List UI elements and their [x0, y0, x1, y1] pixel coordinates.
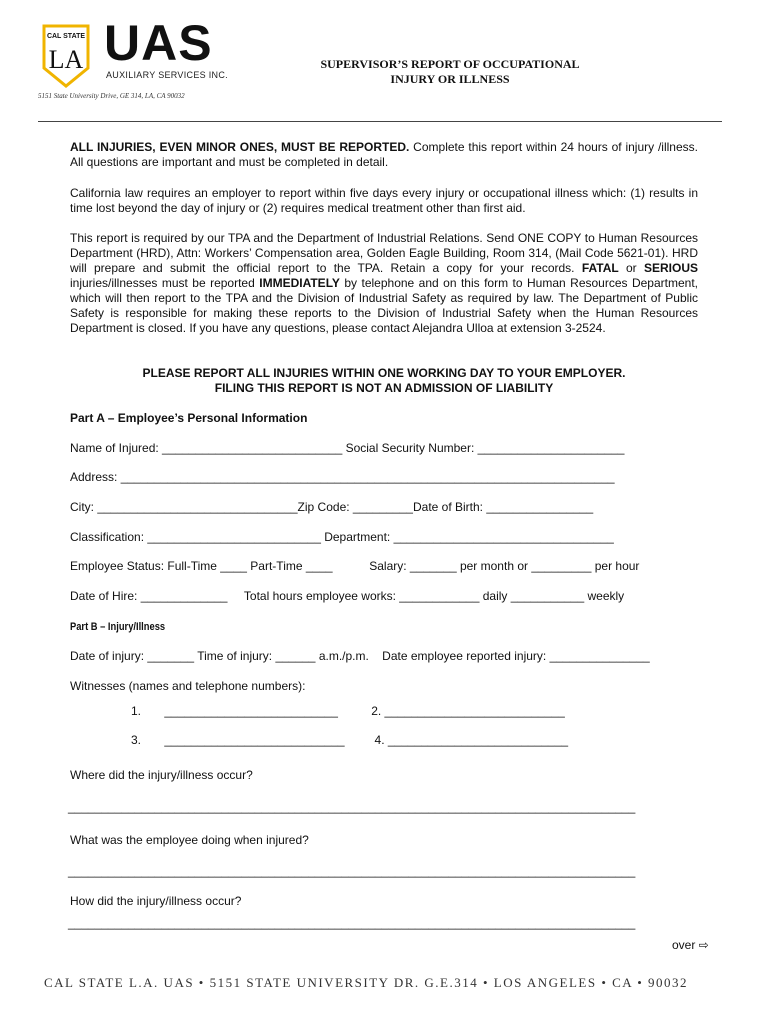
- title-line-2: INJURY OR ILLNESS: [390, 72, 510, 86]
- intro-paragraph-1: [70, 140, 698, 170]
- notice-line-1: PLEASE REPORT ALL INJURIES WITHIN ONE WORKING DAY TO YOUR EMPLOYER.: [142, 366, 626, 380]
- employee-status-salary-field[interactable]: Employee Status: Full-Time ____ Part-Time ____ Salary: _______ per month or _________ per hour: [70, 559, 640, 573]
- intro-p3-or: or: [618, 261, 644, 275]
- witness-row-2[interactable]: 3. ___________________________ 4. ___________________________: [131, 733, 569, 747]
- how-question: How did the injury/illness occur?: [70, 894, 242, 908]
- intro-p1-bold: ALL INJURIES, EVEN MINOR ONES, MUST BE REPORTED.: [70, 140, 410, 154]
- name-of-injured-field[interactable]: Name of Injured: ___________________________ Social Security Number: ______________________: [70, 441, 625, 455]
- header-address: 5151 State University Drive, GE 314, LA, CA 90032: [38, 92, 185, 100]
- intro-paragraph-2: California law requires an employer to report within five days every injury or occupational illness which: (1) results in time lost beyond the day of injury or (2) requires medical treatment other than first aid.: [70, 186, 698, 215]
- witness-row-1[interactable]: 1. __________________________ 2. ___________________________: [131, 704, 565, 718]
- intro-p1-rest: Complete this report within 24 hours of injury /illness. All questions are important and must be completed in detail.: [70, 140, 698, 169]
- intro-p3-b: injuries/illnesses must be reported: [70, 276, 260, 290]
- where-question: Where did the injury/illness occur?: [70, 768, 253, 782]
- date-of-hire-hours-field[interactable]: Date of Hire: _____________ Total hours employee works: ____________ daily ___________ weekly: [70, 589, 625, 603]
- doing-question: What was the employee doing when injured?: [70, 833, 309, 847]
- logo-sub-text: AUXILIARY SERVICES INC.: [106, 70, 228, 80]
- header-divider: [38, 121, 722, 122]
- notice-line-2: FILING THIS REPORT IS NOT AN ADMISSION OF LIABILITY: [214, 381, 554, 395]
- witnesses-label: Witnesses (names and telephone numbers):: [70, 679, 306, 693]
- intro-p3-c: by telephone and on this form to Human Resources Department, which will then report to the TPA and the Division of Industrial Safety as required by law. The Department of Public Safety is responsible for making these reports to the Division of Industrial Safety when the Human Resources Department is closed. If you have any questions, please contact Alejandra Ulloa at extension 3-2524.: [70, 276, 698, 335]
- form-title: [230, 57, 670, 87]
- logo-main-text: UAS: [104, 15, 213, 71]
- intro-p3-serious: SERIOUS: [644, 261, 699, 275]
- intro-paragraph-3: [70, 231, 698, 336]
- title-line-1: SUPERVISOR’S REPORT OF OCCUPATIONAL: [320, 57, 580, 71]
- footer-address: CAL STATE L.A. UAS • 5151 STATE UNIVERSITY DR. G.E.314 • LOS ANGELES • CA • 90032: [44, 975, 689, 990]
- classification-department-field[interactable]: Classification: __________________________ Department: _________________________________: [70, 530, 614, 544]
- logo-badge-letters: LA: [48, 45, 84, 74]
- date-time-injury-field[interactable]: Date of injury: _______ Time of injury: ______ a.m./p.m. Date employee reported injury: _______________: [70, 649, 650, 663]
- part-b-heading: Part B – Injury/Illness: [70, 621, 166, 633]
- cal-state-la-logo-badge: [40, 24, 92, 88]
- over-indicator: over ⇨: [672, 938, 709, 952]
- intro-p3-fatal: FATAL: [581, 261, 619, 275]
- where-answer-line[interactable]: _____________________________________________________________________________________: [68, 800, 636, 814]
- doing-answer-line[interactable]: _____________________________________________________________________________________: [68, 864, 636, 878]
- intro-p3-a: This report is required by our TPA and the Department of Industrial Relations. Send ONE COPY to Human Resources Department (HRD), Attn: Workers’ Compensation area, Golden Eagle Building, Room 314, (Mail Code 5621-01). HRD will prepare and submit the official report to the TPA. Retain a copy for your records.: [70, 231, 698, 275]
- logo-badge-top-text: CAL STATE: [46, 33, 86, 40]
- how-answer-line[interactable]: _____________________________________________________________________________________: [68, 916, 636, 930]
- address-field[interactable]: Address: __________________________________________________________________________: [70, 470, 615, 484]
- city-zip-dob-field[interactable]: City: ______________________________Zip Code: _________Date of Birth: ________________: [70, 500, 594, 514]
- part-a-heading: Part A – Employee’s Personal Information: [70, 411, 308, 425]
- intro-p3-immediately: IMMEDIATELY: [259, 276, 340, 290]
